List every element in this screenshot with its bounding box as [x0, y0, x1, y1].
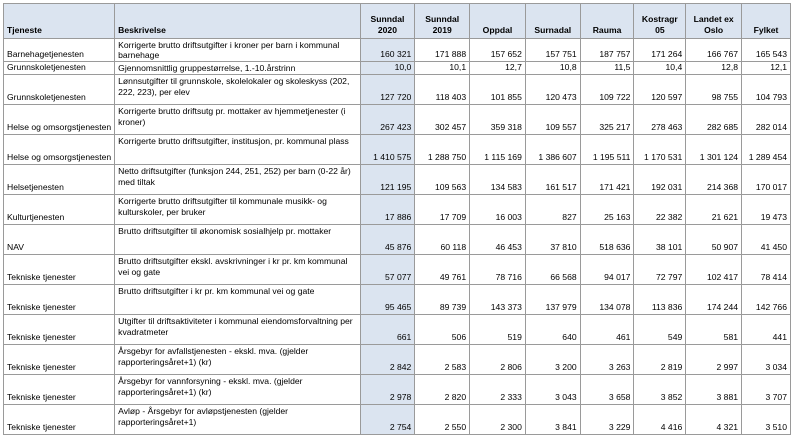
cell-oppdal: 12,7 — [470, 62, 526, 75]
cell-tjeneste: Helse og omsorgstjenesten — [4, 105, 115, 135]
cell-surnadal: 120 473 — [525, 75, 580, 105]
header-beskrivelse: Beskrivelse — [115, 4, 360, 39]
kostra-comparison-table — [3, 3, 791, 435]
cell-oppdal: 46 453 — [470, 225, 526, 255]
cell-kostragr-05: 4 416 — [634, 405, 686, 435]
cell-kostragr-05: 113 836 — [634, 285, 686, 315]
cell-rauma: 3 658 — [580, 375, 634, 405]
cell-surnadal: 3 043 — [525, 375, 580, 405]
cell-rauma: 11,5 — [580, 62, 634, 75]
cell-fylket: 3 707 — [742, 375, 791, 405]
cell-rauma: 3 263 — [580, 345, 634, 375]
cell-beskrivelse: Lønnsutgifter til grunnskole, skolelokaler og skoleskyss (202, 222, 223), per elev — [115, 75, 360, 105]
cell-sunndal-2019: 109 563 — [415, 165, 470, 195]
cell-fylket: 41 450 — [742, 225, 791, 255]
cell-sunndal-2020: 121 195 — [360, 165, 415, 195]
cell-sunndal-2019: 49 761 — [415, 255, 470, 285]
cell-tjeneste: Grunnskoletjenesten — [4, 75, 115, 105]
cell-kostragr-05: 38 101 — [634, 225, 686, 255]
cell-landet-ex-oslo: 12,8 — [686, 62, 742, 75]
cell-kostragr-05: 1 170 531 — [634, 135, 686, 165]
cell-tjeneste: NAV — [4, 225, 115, 255]
cell-tjeneste: Tekniske tjenester — [4, 255, 115, 285]
cell-beskrivelse: Årsgebyr for vannforsyning - ekskl. mva. (gjelder rapporteringsåret+1) (kr) — [115, 375, 360, 405]
cell-kostragr-05: 10,4 — [634, 62, 686, 75]
table-row — [4, 285, 791, 315]
table-row — [4, 315, 791, 345]
cell-oppdal: 78 716 — [470, 255, 526, 285]
cell-sunndal-2020: 661 — [360, 315, 415, 345]
cell-tjeneste: Grunnskoletjenesten — [4, 62, 115, 75]
cell-rauma: 109 722 — [580, 75, 634, 105]
cell-kostragr-05: 3 852 — [634, 375, 686, 405]
cell-beskrivelse: Korrigerte brutto driftsutgifter til kommunale musikk- og kulturskoler, per bruker — [115, 195, 360, 225]
cell-surnadal: 109 557 — [525, 105, 580, 135]
header-oppdal: Oppdal — [470, 4, 526, 39]
cell-sunndal-2019: 89 739 — [415, 285, 470, 315]
cell-kostragr-05: 120 597 — [634, 75, 686, 105]
cell-landet-ex-oslo: 3 881 — [686, 375, 742, 405]
cell-fylket: 165 543 — [742, 39, 791, 62]
cell-sunndal-2020: 160 321 — [360, 39, 415, 62]
header-row — [4, 4, 791, 39]
cell-sunndal-2019: 10,1 — [415, 62, 470, 75]
cell-surnadal: 37 810 — [525, 225, 580, 255]
cell-landet-ex-oslo: 4 321 — [686, 405, 742, 435]
cell-surnadal: 640 — [525, 315, 580, 345]
cell-surnadal: 3 200 — [525, 345, 580, 375]
cell-rauma: 518 636 — [580, 225, 634, 255]
cell-fylket: 282 014 — [742, 105, 791, 135]
cell-landet-ex-oslo: 166 767 — [686, 39, 742, 62]
cell-sunndal-2019: 60 118 — [415, 225, 470, 255]
cell-sunndal-2019: 506 — [415, 315, 470, 345]
cell-landet-ex-oslo: 1 301 124 — [686, 135, 742, 165]
cell-oppdal: 101 855 — [470, 75, 526, 105]
cell-rauma: 325 217 — [580, 105, 634, 135]
cell-oppdal: 519 — [470, 315, 526, 345]
cell-fylket: 12,1 — [742, 62, 791, 75]
cell-fylket: 78 414 — [742, 255, 791, 285]
cell-rauma: 171 421 — [580, 165, 634, 195]
cell-sunndal-2020: 57 077 — [360, 255, 415, 285]
header-sunndal-2019: Sunndal 2019 — [415, 4, 470, 39]
header-kostragr-05: Kostragr 05 — [634, 4, 686, 39]
cell-sunndal-2020: 2 978 — [360, 375, 415, 405]
cell-fylket: 3 510 — [742, 405, 791, 435]
cell-rauma: 1 195 511 — [580, 135, 634, 165]
cell-sunndal-2019: 2 550 — [415, 405, 470, 435]
header-tjeneste: Tjeneste — [4, 4, 115, 39]
cell-tjeneste: Kulturtjenesten — [4, 195, 115, 225]
table-row — [4, 165, 791, 195]
cell-beskrivelse: Årsgebyr for avfallstjenesten - ekskl. mva. (gjelder rapporteringsåret+1) (kr) — [115, 345, 360, 375]
cell-surnadal: 137 979 — [525, 285, 580, 315]
header-landet-ex-oslo: Landet ex Oslo — [686, 4, 742, 39]
cell-beskrivelse: Utgifter til driftsaktiviteter i kommunal eiendomsforvaltning per kvadratmeter — [115, 315, 360, 345]
cell-rauma: 461 — [580, 315, 634, 345]
cell-kostragr-05: 171 264 — [634, 39, 686, 62]
cell-fylket: 441 — [742, 315, 791, 345]
cell-tjeneste: Tekniske tjenester — [4, 345, 115, 375]
cell-oppdal: 143 373 — [470, 285, 526, 315]
cell-sunndal-2020: 1 410 575 — [360, 135, 415, 165]
cell-sunndal-2020: 10,0 — [360, 62, 415, 75]
cell-landet-ex-oslo: 581 — [686, 315, 742, 345]
cell-sunndal-2019: 302 457 — [415, 105, 470, 135]
cell-landet-ex-oslo: 21 621 — [686, 195, 742, 225]
cell-fylket: 19 473 — [742, 195, 791, 225]
cell-landet-ex-oslo: 2 997 — [686, 345, 742, 375]
cell-sunndal-2019: 1 288 750 — [415, 135, 470, 165]
table-row — [4, 375, 791, 405]
table-row — [4, 105, 791, 135]
cell-tjeneste: Tekniske tjenester — [4, 285, 115, 315]
cell-oppdal: 157 652 — [470, 39, 526, 62]
cell-kostragr-05: 192 031 — [634, 165, 686, 195]
cell-sunndal-2019: 2 583 — [415, 345, 470, 375]
cell-fylket: 142 766 — [742, 285, 791, 315]
table-row — [4, 62, 791, 75]
cell-sunndal-2020: 95 465 — [360, 285, 415, 315]
cell-surnadal: 3 841 — [525, 405, 580, 435]
cell-surnadal: 10,8 — [525, 62, 580, 75]
cell-sunndal-2019: 171 888 — [415, 39, 470, 62]
table-row — [4, 39, 791, 62]
cell-kostragr-05: 549 — [634, 315, 686, 345]
cell-tjeneste: Helse og omsorgstjenesten — [4, 135, 115, 165]
cell-beskrivelse: Brutto driftsutgifter i kr pr. km kommunal vei og gate — [115, 285, 360, 315]
cell-tjeneste: Barnehagetjenesten — [4, 39, 115, 62]
table-row — [4, 75, 791, 105]
header-surnadal: Surnadal — [525, 4, 580, 39]
table-row — [4, 225, 791, 255]
cell-sunndal-2019: 17 709 — [415, 195, 470, 225]
table-row — [4, 345, 791, 375]
table-row — [4, 405, 791, 435]
cell-surnadal: 1 386 607 — [525, 135, 580, 165]
cell-surnadal: 161 517 — [525, 165, 580, 195]
cell-sunndal-2019: 118 403 — [415, 75, 470, 105]
cell-kostragr-05: 22 382 — [634, 195, 686, 225]
cell-beskrivelse: Korrigerte brutto driftsutgifter i kroner per barn i kommunal barnehage — [115, 39, 360, 62]
table-row — [4, 195, 791, 225]
cell-kostragr-05: 2 819 — [634, 345, 686, 375]
cell-beskrivelse: Netto driftsutgifter (funksjon 244, 251, 252) per barn (0-22 år) med tiltak — [115, 165, 360, 195]
cell-beskrivelse: Korrigerte brutto driftsutg pr. mottaker av hjemmetjenester (i kroner) — [115, 105, 360, 135]
cell-landet-ex-oslo: 214 368 — [686, 165, 742, 195]
cell-sunndal-2020: 127 720 — [360, 75, 415, 105]
cell-oppdal: 1 115 169 — [470, 135, 526, 165]
cell-fylket: 1 289 454 — [742, 135, 791, 165]
cell-rauma: 187 757 — [580, 39, 634, 62]
cell-surnadal: 66 568 — [525, 255, 580, 285]
cell-oppdal: 134 583 — [470, 165, 526, 195]
cell-beskrivelse: Korrigerte brutto driftsutgifter, institusjon, pr. kommunal plass — [115, 135, 360, 165]
cell-beskrivelse: Avløp - Årsgebyr for avløpstjenesten (gjelder rapporteringsåret+1) — [115, 405, 360, 435]
cell-rauma: 134 078 — [580, 285, 634, 315]
cell-oppdal: 359 318 — [470, 105, 526, 135]
cell-oppdal: 2 333 — [470, 375, 526, 405]
cell-beskrivelse: Brutto driftsutgifter ekskl. avskrivninger i kr pr. km kommunal vei og gate — [115, 255, 360, 285]
cell-oppdal: 16 003 — [470, 195, 526, 225]
cell-kostragr-05: 72 797 — [634, 255, 686, 285]
cell-sunndal-2020: 45 876 — [360, 225, 415, 255]
cell-fylket: 104 793 — [742, 75, 791, 105]
cell-kostragr-05: 278 463 — [634, 105, 686, 135]
cell-rauma: 3 229 — [580, 405, 634, 435]
cell-rauma: 94 017 — [580, 255, 634, 285]
cell-sunndal-2020: 2 842 — [360, 345, 415, 375]
cell-landet-ex-oslo: 174 244 — [686, 285, 742, 315]
cell-oppdal: 2 300 — [470, 405, 526, 435]
cell-surnadal: 157 751 — [525, 39, 580, 62]
cell-surnadal: 827 — [525, 195, 580, 225]
cell-fylket: 170 017 — [742, 165, 791, 195]
cell-tjeneste: Tekniske tjenester — [4, 405, 115, 435]
header-rauma: Rauma — [580, 4, 634, 39]
cell-fylket: 3 034 — [742, 345, 791, 375]
cell-sunndal-2020: 267 423 — [360, 105, 415, 135]
cell-landet-ex-oslo: 98 755 — [686, 75, 742, 105]
cell-oppdal: 2 806 — [470, 345, 526, 375]
cell-sunndal-2019: 2 820 — [415, 375, 470, 405]
table-row — [4, 135, 791, 165]
header-fylket: Fylket — [742, 4, 791, 39]
cell-tjeneste: Tekniske tjenester — [4, 315, 115, 345]
cell-rauma: 25 163 — [580, 195, 634, 225]
cell-landet-ex-oslo: 50 907 — [686, 225, 742, 255]
header-sunndal-2020: Sunndal 2020 — [360, 4, 415, 39]
cell-sunndal-2020: 2 754 — [360, 405, 415, 435]
cell-tjeneste: Helsetjenesten — [4, 165, 115, 195]
cell-landet-ex-oslo: 102 417 — [686, 255, 742, 285]
cell-tjeneste: Tekniske tjenester — [4, 375, 115, 405]
table-row — [4, 255, 791, 285]
cell-beskrivelse: Brutto driftsutgifter til økonomisk sosialhjelp pr. mottaker — [115, 225, 360, 255]
cell-landet-ex-oslo: 282 685 — [686, 105, 742, 135]
cell-sunndal-2020: 17 886 — [360, 195, 415, 225]
cell-beskrivelse: Gjennomsnittlig gruppestørrelse, 1.-10.årstrinn — [115, 62, 360, 75]
